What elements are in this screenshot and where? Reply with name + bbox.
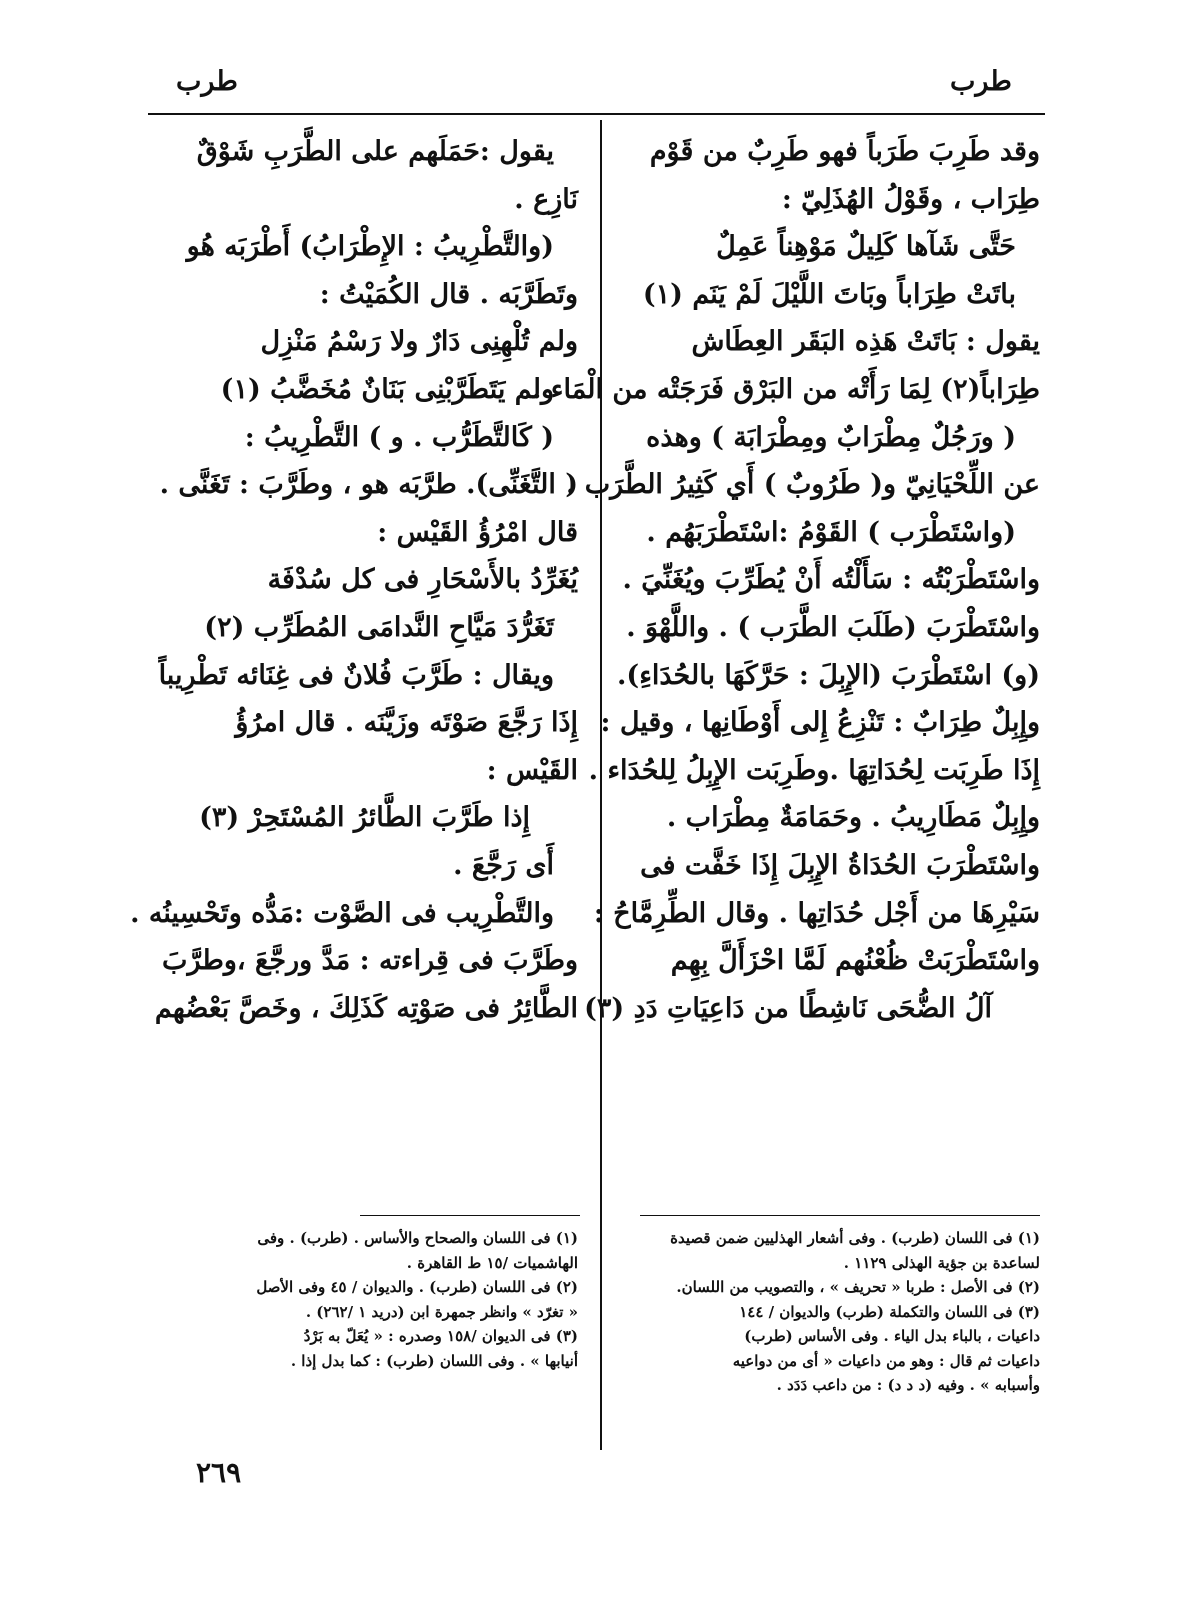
text-line: واسْتَطْرَبَ الحُدَاةُ الإِبِلَ إِذَا خَفَّت فى <box>640 849 1040 881</box>
entry-line: (واسْتَطْرَب ) القَوْمُ :اسْتَطْرَبَهُم . <box>646 516 1016 548</box>
entry-line: ( كَالتَّطَرُّب . و ) التَّطْرِيبُ : <box>244 421 554 453</box>
text-line: الطَّائِرُ فى صَوْتِه كَذَلِكَ ، وخَصَّ بَعْضُهم <box>154 992 578 1024</box>
text-line: والتَّطْرِيب فى الصَّوْت :مَدُّه وتَحْسِينُه . <box>130 897 554 929</box>
text-line: طِرَاباً(٢) لِمَا رَأَتْه من البَرْق فَرَجَتْه من الْمَاء . <box>531 373 1040 405</box>
text-line: يقول :حَمَلَهم على الطَّرَبِ شَوْقٌ <box>196 136 554 167</box>
text-line: نَازِع . <box>514 183 578 215</box>
text-line: واسْتَطْرَبْتُه : سَأَلْتُه أَنْ يُطَرِّبَ ويُغَنِّيَ . <box>622 564 1040 596</box>
text-line: وطَرَّبَ فى قِراءته : مَدَّ ورجَّعَ ،وطرَّبَ <box>162 945 578 977</box>
text-line: (و) اسْتَطْرَبَ (الإِبِلَ : حَرَّكَهَا بالحُدَاءِ). <box>617 659 1040 691</box>
footnote-line: أنيابها » . وفى اللسان (طرب) : كما بدل إذا . <box>290 1351 578 1370</box>
entry-line: (والتَّطْرِيبُ : الإِطْرَابُ) أَطْرَبَه هُو <box>186 231 554 263</box>
footnote-line: لساعدة بن جؤية الهذلى ١١٢٩ . <box>843 1253 1040 1272</box>
text-line: ويقال : طَرَّبَ فُلانٌ فى غِنَائه تَطْرِيباً <box>158 659 554 691</box>
page-number: ٢٦٩ <box>196 1456 242 1489</box>
text-line: وإِبِلٌ طِرَابٌ : تَنْزِعُ إِلى أَوْطَانِها ، وقيل : <box>600 707 1040 739</box>
verse-line: ولم يَتَطَرَّبْنِى بَنَانٌ مُخَضَّبُ (١) <box>220 373 554 405</box>
verse-line: واسْتَطْرَبَتْ ظُعْنُهم لَمَّا احْزَأَلَّ بِهِم <box>670 945 1040 977</box>
entry-line: ( ورَجُلٌ مِطْرَابٌ ومِطْرَابَة ) وهذه <box>646 421 1016 453</box>
footnote-line: داعيات ثم قال : وهو من داعيات « أى من دواعيه <box>732 1351 1040 1370</box>
text-line: إِذَا طَرِبَت لِحُدَاتِهَا .وطَرِبَت الإِبِلُ لِلحُدَاء . <box>588 754 1040 786</box>
text-line: إِذَا رَجَّعَ صَوْتَه وزَيَّنَه . قال امرُؤُ <box>235 707 578 739</box>
verse-line: يُغَرِّدُ بالأَسْحَارِ فى كل سُدْفَة <box>267 564 578 596</box>
verse-line: آلُ الضُّحَى نَاشِطًا من دَاعِيَاتِ دَدِ (٣) <box>584 992 992 1024</box>
text-line: وإِبِلٌ مَطَارِيبُ . وحَمَامَةٌ مِطْرَاب . <box>666 802 1040 834</box>
running-head-left: طرب <box>176 66 238 97</box>
text-line: قال امْرُؤُ القَيْس : <box>377 516 578 548</box>
footnotes-left <box>146 1226 578 1373</box>
footnote-rule-right <box>640 1215 1040 1216</box>
footnote-line: وأسبابه » . وفيه (د د د) : من داعب دَدَد . <box>776 1376 1040 1394</box>
footnote-line: الهاشميات /١٥ ط القاهرة . <box>406 1253 578 1272</box>
text-line: ( التَّغَنِّى). طرَّبَه هو ، وطَرَّبَ : تَغَنَّى . <box>159 469 578 501</box>
verse-line: باتَتْ طِرَاباً وبَاتَ اللَّيْلَ لَمْ يَنَم (١) <box>642 278 1016 310</box>
text-line: أَى رَجَّعَ . <box>453 849 554 881</box>
footnote-line: (٢) فى اللسان (طرب) . والديوان / ٤٥ وفى الأصل <box>256 1278 578 1296</box>
footnote-line: (٣) فى اللسان والتكملة (طرب) والديوان / ١٤٤ <box>739 1302 1040 1321</box>
text-line: عن اللِّحْيَانِيّ و( طَرُوبٌ ) أَي كَثِيرُ الطَّرَب . <box>565 469 1040 501</box>
text-line: يقول : بَاتَتْ هَذِه البَقَر العِطَاش <box>691 326 1040 358</box>
footnote-line: (١) فى اللسان (طرب) . وفى أشعار الهذليين ضمن قصيدة <box>670 1229 1040 1247</box>
footnotes-right <box>628 1226 1040 1398</box>
footnote-line: (٣) فى الديوان /١٥٨ وصدره : « يُعَلّ به بَرْدُ <box>303 1327 578 1345</box>
text-line: وقد طَرِبَ طَرَباً فهو طَرِبٌ من قَوْم <box>649 136 1040 167</box>
text-line: القَيْس : <box>486 754 578 786</box>
verse-line: حَتَّى شَآها كَلِيلٌ مَوْهِناً عَمِلٌ <box>716 231 1016 263</box>
verse-line: ولم تُلْهِنِى دَارٌ ولا رَسْمُ مَنْزِل <box>260 326 578 358</box>
footnote-line: (١) فى اللسان والصحاح والأساس . (طرب) . وفى <box>257 1229 578 1247</box>
verse-line: إِذا طَرَّبَ الطَّائرُ المُسْتَحِرْ (٣) <box>199 802 530 834</box>
text-line: واسْتَطْرَبَ (طَلَبَ الطَّرَب ) . واللَّهْوَ . <box>626 611 1040 643</box>
text-line: سَيْرِهَا من أَجْل حُدَاتِها . وقال الطِّرِمَّاحُ : <box>593 897 1040 929</box>
footnote-line: داعيات ، بالباء بدل الياء . وفى الأساس (طرب) <box>744 1327 1040 1345</box>
header-rule <box>148 113 1045 115</box>
text-line: طِرَاب ، وقَوْلُ الهُذَلِيّ : <box>781 183 1040 215</box>
running-head-right: طرب <box>950 66 1012 97</box>
text-line: وتَطَرَّبَه . قال الكُمَيْتُ : <box>319 278 578 310</box>
left-column <box>130 128 578 1032</box>
footnote-line: « تغرّد » وانظر جمهرة ابن (دريد ١ /٢٦٢) . <box>305 1302 578 1321</box>
footnote-rule-left <box>360 1215 580 1216</box>
verse-line: تَغَرُّدَ مَيَّاحِ النَّدامَى المُطَرِّب (٢) <box>204 611 554 643</box>
footnote-line: (٢) فى الأصل : طربا « تحريف » ، والتصويب من اللسان. <box>676 1278 1040 1296</box>
